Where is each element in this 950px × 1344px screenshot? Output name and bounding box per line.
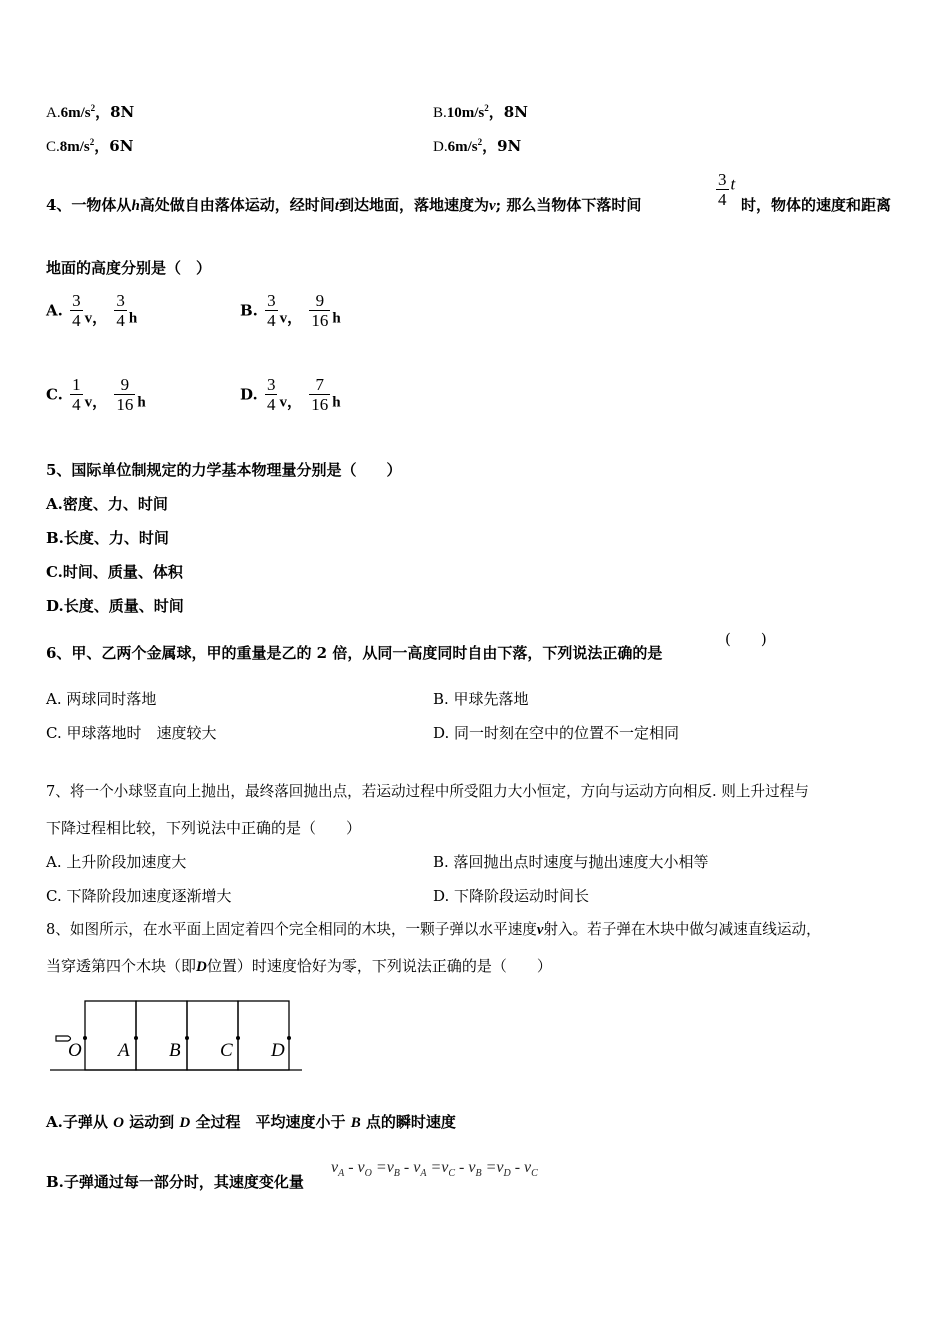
- label-c: C: [220, 1040, 233, 1061]
- q8-stem-line1: 8、如图所示，在水平面上固定着四个完全相同的木块，一颗子弹以水平速度v射入。若子弹在木块中做匀减速直线运动，: [46, 921, 821, 938]
- q8-stem-line2: 当穿透第四个木块（即D位置）时速度恰好为零，下列说法正确的是（ ）: [46, 957, 552, 975]
- q3-option-b: $B.10m/s^2$，8N: [433, 103, 528, 121]
- q7-stem-line1: 7、将一个小球竖直向上抛出，最终落回抛出点，若运动过程中所受阻力大小恒定，方向与运动方向相反. 则上升过程与: [46, 783, 809, 800]
- q7-option-c: C. 下降阶段加速度逐渐增大: [46, 887, 232, 905]
- q3-option-d: $D.6m/s^2$，9N: [433, 137, 522, 155]
- point-b-dot: [185, 1036, 189, 1040]
- q7-stem-line2: 下降过程相比较，下列说法中正确的是（ ）: [46, 819, 362, 837]
- q5-option-b: B.长度、力、时间: [46, 529, 169, 547]
- q8-option-a: A.子弹从 O 运动到 D 全过程 平均速度小于 B 点的瞬时速度: [46, 1113, 456, 1131]
- q4-time-fraction: $\frac{3}{4}$ t: [718, 170, 736, 209]
- label-b: B: [169, 1040, 181, 1061]
- point-o-dot: [83, 1036, 87, 1040]
- q4-option-d: D. $\frac{3}{4}$ v， $\frac{7}{16}$ h: [240, 375, 341, 414]
- point-c-dot: [236, 1036, 240, 1040]
- q7-option-a: A. 上升阶段加速度大: [46, 853, 187, 871]
- q7-option-d: D. 下降阶段运动时间长: [433, 887, 590, 905]
- q4-option-a: A. $\frac{3}{4}$ v， $\frac{3}{4}$ h: [46, 291, 138, 330]
- q6-option-a: A. 两球同时落地: [46, 690, 157, 708]
- q6-stem: 6、甲、乙两个金属球，甲的重量是乙的 2 倍，从同一高度同时自由下落，下列说法正确的是: [46, 644, 663, 662]
- q4-option-b: B. $\frac{3}{4}$ v， $\frac{9}{16}$ h: [240, 291, 341, 330]
- q3-option-c: $C.8m/s^2$，6N: [46, 137, 134, 155]
- q6-option-b: B. 甲球先落地: [433, 690, 529, 708]
- q6-option-c: C. 甲球落地时 速度较大: [46, 724, 217, 742]
- label-d: D: [271, 1040, 285, 1061]
- q4-stem-line1-end: 时，物体的速度和距离: [741, 196, 892, 214]
- q5-option-a: A.密度、力、时间: [46, 495, 168, 513]
- q6-option-d: D. 同一时刻在空中的位置不一定相同: [433, 724, 680, 742]
- q5-option-c: C.时间、质量、体积: [46, 563, 183, 581]
- label-o: O: [68, 1040, 82, 1061]
- label-a: A: [118, 1040, 130, 1061]
- q3-option-a: $A.6m/s^2$，8N: [46, 103, 135, 121]
- q7-option-b: B. 落回抛出点时速度与抛出速度大小相等: [433, 853, 709, 871]
- q4-stem-line1: 4、一物体从h高处做自由落体运动，经时间t到达地面，落地速度为v; 那么当物体下落时间: [46, 196, 642, 214]
- q8-option-b: B.子弹通过每一部分时，其速度变化量: [46, 1173, 304, 1191]
- point-a-dot: [134, 1036, 138, 1040]
- q6-answer-paren: ( ): [725, 630, 767, 648]
- q8-wood-blocks-figure: [46, 995, 306, 1075]
- q4-option-c: C. $\frac{1}{4}$ v， $\frac{9}{16}$ h: [46, 375, 146, 414]
- point-d-dot: [287, 1036, 291, 1040]
- q8-option-b-equation: $v_A - v_O =v_B - v_A =v_C - v_B =v_D - v_C$: [331, 1159, 538, 1180]
- q5-option-d: D.长度、质量、时间: [46, 597, 184, 615]
- q5-stem: 5、国际单位制规定的力学基本物理量分别是（ ）: [46, 461, 402, 479]
- q4-stem-line2: 地面的高度分别是（ ）: [46, 259, 212, 277]
